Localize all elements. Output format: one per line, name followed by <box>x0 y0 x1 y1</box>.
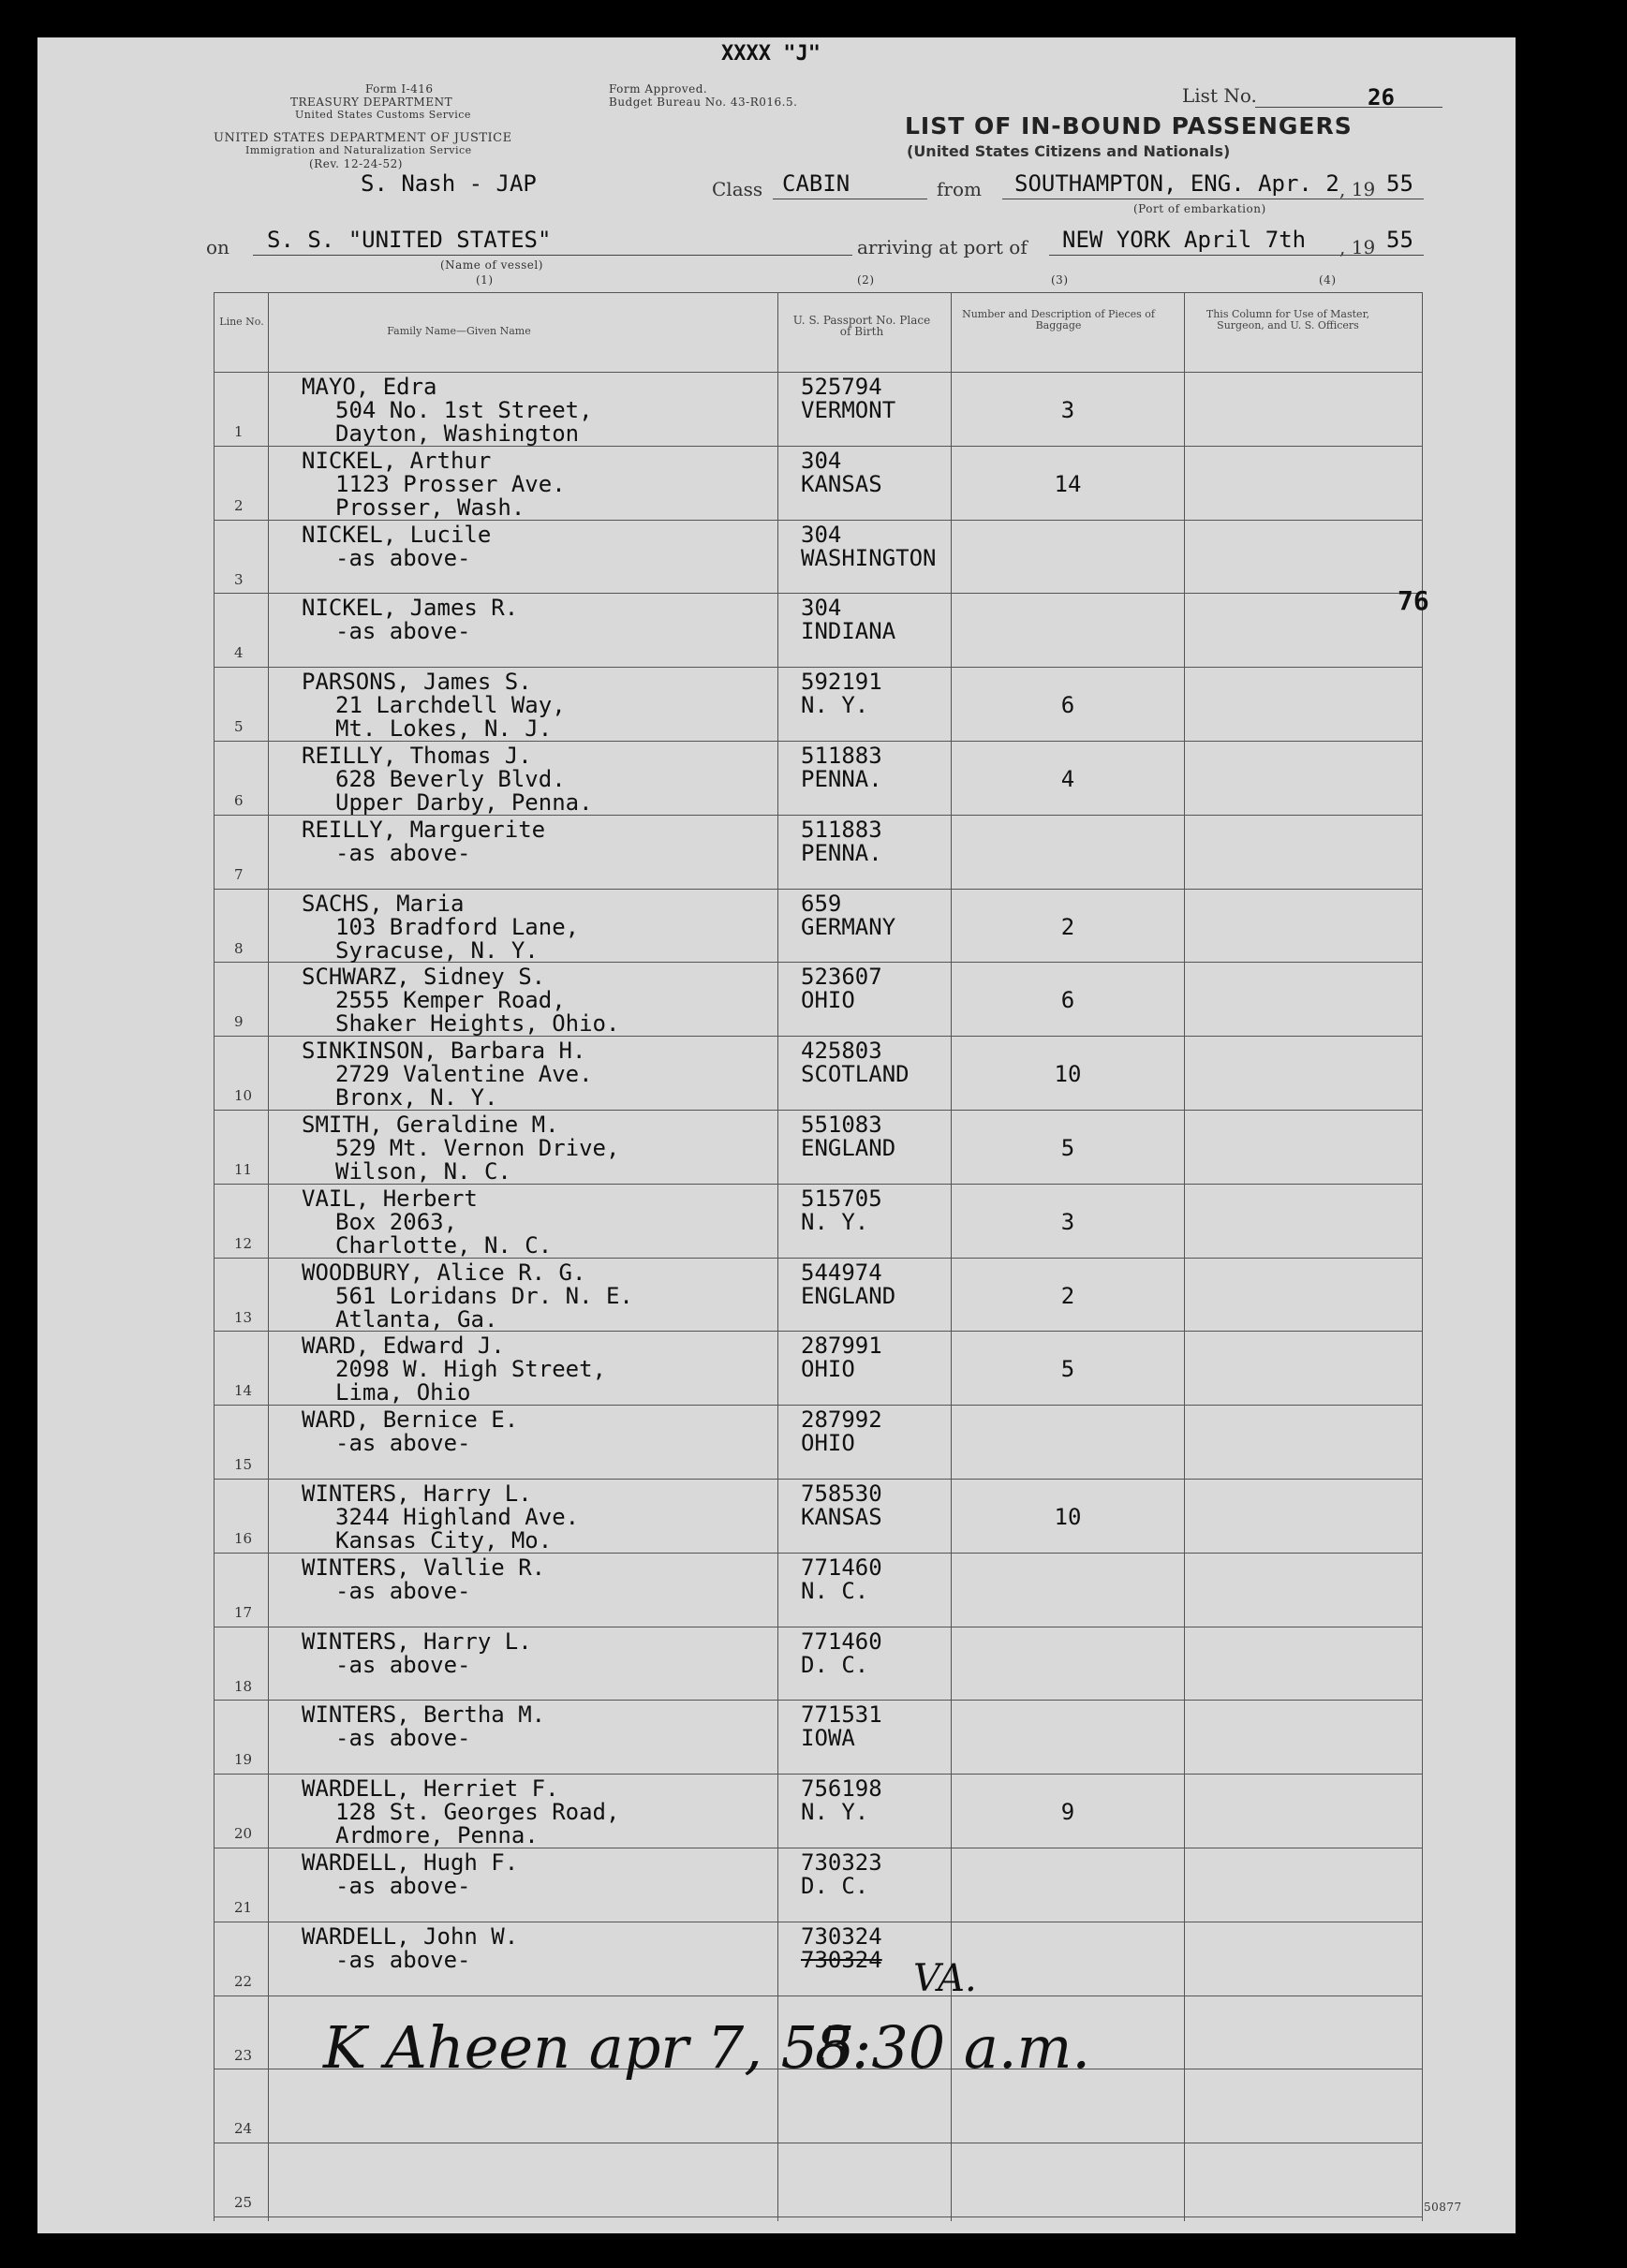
passport-number: 511883 <box>801 743 882 769</box>
passenger-name: WINTERS, Vallie R. <box>302 1554 546 1581</box>
place-of-birth: OHIO <box>801 1356 855 1383</box>
place-of-birth: D. C. <box>801 1651 869 1678</box>
address-line-1: 529 Mt. Vernon Drive, <box>335 1135 620 1161</box>
passport-number: 771531 <box>801 1701 882 1729</box>
address-line-1: 103 Bradford Lane, <box>335 913 580 940</box>
baggage-count: 3 <box>1060 397 1075 423</box>
passenger-name: WOODBURY, Alice R. G. <box>302 1259 586 1286</box>
address-line-1: -as above- <box>335 618 471 645</box>
column-number: (1) <box>476 273 494 287</box>
place-of-birth: PENNA. <box>801 839 882 866</box>
passenger-name: WINTERS, Harry L. <box>302 1480 532 1507</box>
passport-number: 771460 <box>801 1627 882 1655</box>
line-number: 23 <box>234 2046 253 2064</box>
handwritten-time: 8:30 a.m. <box>815 2013 1091 2082</box>
header-baggage: Number and Description of Pieces of Baggage <box>962 308 1155 331</box>
class-label: Class <box>712 178 763 200</box>
passenger-name: SMITH, Geraldine M. <box>302 1112 559 1138</box>
line-number: 19 <box>234 1751 253 1769</box>
port-embarkation-caption: (Port of embarkation) <box>1133 202 1266 215</box>
line-number: 7 <box>234 865 244 883</box>
place-of-birth: N. Y. <box>801 692 869 719</box>
address-line-2: Mt. Lokes, N. J. <box>335 715 553 743</box>
passport-number: 758530 <box>801 1480 882 1507</box>
baggage-count: 4 <box>1060 766 1075 792</box>
address-line-1: -as above- <box>335 1577 471 1604</box>
place-of-birth: D. C. <box>801 1873 869 1899</box>
address-line-1: 21 Larchdell Way, <box>335 692 566 719</box>
passport-number: 287991 <box>801 1333 882 1360</box>
place-of-birth: SCOTLAND <box>801 1061 910 1088</box>
address-line-2: Bronx, N. Y. <box>335 1084 498 1112</box>
baggage-count: 6 <box>1060 692 1075 719</box>
place-of-birth: ENGLAND <box>801 1135 896 1161</box>
line-number: 17 <box>234 1603 253 1621</box>
passenger-name: WARDELL, Hugh F. <box>302 1849 519 1876</box>
passport-number: 304 <box>801 595 842 622</box>
manifest-page <box>37 37 1516 2233</box>
class-value: CABIN <box>782 170 850 197</box>
place-of-birth: 730324 <box>801 1946 882 1973</box>
line-number: 11 <box>234 1161 253 1178</box>
place-of-birth: WASHINGTON <box>801 544 937 571</box>
embarkation-port: SOUTHAMPTON, ENG. Apr. 2 <box>1014 170 1339 197</box>
line-number: 20 <box>234 1825 253 1843</box>
passport-number: 515705 <box>801 1185 882 1212</box>
header-name: Family Name—Given Name <box>387 325 531 337</box>
address-line-2: Kansas City, Mo. <box>335 1527 553 1554</box>
address-line-2: Shaker Heights, Ohio. <box>335 1010 620 1038</box>
passenger-name: SINKINSON, Barbara H. <box>302 1038 586 1065</box>
arrival-year-prefix: , 19 <box>1339 236 1376 258</box>
budget-bureau: Budget Bureau No. 43-R016.5. <box>609 96 798 109</box>
place-of-birth: VERMONT <box>801 397 896 423</box>
footer-code: 50877 <box>1424 2201 1462 2214</box>
page-subtitle: (United States Citizens and Nationals) <box>907 142 1231 160</box>
place-of-birth: KANSAS <box>801 1504 882 1530</box>
customs-service: United States Customs Service <box>295 109 471 121</box>
baggage-count: 6 <box>1060 987 1075 1014</box>
form-approved: Form Approved. <box>609 82 708 96</box>
passport-number: 511883 <box>801 816 882 843</box>
passport-number: 287992 <box>801 1406 882 1434</box>
address-line-1: Box 2063, <box>335 1208 458 1235</box>
list-no-label: List No. <box>1182 84 1257 107</box>
passenger-name: WINTERS, Harry L. <box>302 1627 532 1655</box>
line-number: 16 <box>234 1530 253 1547</box>
address-line-1: 2729 Valentine Ave. <box>335 1061 593 1088</box>
top-code: XXXX "J" <box>721 42 821 66</box>
address-line-2: Prosser, Wash. <box>335 493 525 521</box>
passenger-name: NICKEL, James R. <box>302 595 519 622</box>
passport-number: 425803 <box>801 1038 882 1065</box>
from-year: 55 <box>1386 170 1413 197</box>
passport-number: 730324 <box>801 1922 882 1950</box>
address-line-1: 1123 Prosser Ave. <box>335 470 566 497</box>
place-of-birth: ENGLAND <box>801 1282 896 1309</box>
handwritten-note: VA. <box>913 1957 977 2000</box>
column-number: (3) <box>1051 273 1069 287</box>
line-number: 13 <box>234 1308 253 1326</box>
passport-number: 771460 <box>801 1554 882 1581</box>
line-number: 5 <box>234 718 244 736</box>
arrival-year: 55 <box>1386 227 1413 253</box>
place-of-birth: OHIO <box>801 1430 855 1457</box>
address-line-1: 504 No. 1st Street, <box>335 397 593 423</box>
line-number: 6 <box>234 792 244 809</box>
baggage-count: 5 <box>1060 1356 1075 1383</box>
arriving-label: arriving at port of <box>857 236 1028 258</box>
line-number: 8 <box>234 939 244 957</box>
passenger-name: WINTERS, Bertha M. <box>302 1701 546 1729</box>
passenger-name: WARDELL, Herriet F. <box>302 1775 559 1803</box>
line-number: 12 <box>234 1234 253 1252</box>
vessel-caption: (Name of vessel) <box>440 258 543 272</box>
treasury-department: TREASURY DEPARTMENT <box>290 96 453 109</box>
margin-note: 76 <box>1398 585 1429 616</box>
line-number: 10 <box>234 1087 253 1105</box>
passenger-name: WARD, Bernice E. <box>302 1406 519 1434</box>
address-line-1: -as above- <box>335 1725 471 1752</box>
line-number: 22 <box>234 1972 253 1990</box>
passport-number: 525794 <box>801 374 882 400</box>
passport-number: 659 <box>801 890 842 917</box>
address-line-2: Wilson, N. C. <box>335 1158 511 1185</box>
address-line-1: 628 Beverly Blvd. <box>335 766 566 792</box>
from-label: from <box>937 178 982 200</box>
address-line-1: -as above- <box>335 839 471 866</box>
line-number: 25 <box>234 2194 253 2212</box>
baggage-count: 14 <box>1054 470 1082 497</box>
place-of-birth: KANSAS <box>801 470 882 497</box>
address-line-2: Atlanta, Ga. <box>335 1305 498 1333</box>
passenger-name: REILLY, Thomas J. <box>302 743 532 769</box>
address-line-2: Charlotte, N. C. <box>335 1231 553 1259</box>
place-of-birth: PENNA. <box>801 766 882 792</box>
justice-department: UNITED STATES DEPARTMENT OF JUSTICE <box>214 131 512 145</box>
passport-number: 304 <box>801 521 842 548</box>
immigration-service: Immigration and Naturalization Service <box>245 144 472 156</box>
line-number: 18 <box>234 1677 253 1695</box>
baggage-count: 10 <box>1054 1061 1082 1088</box>
passenger-name: MAYO, Edra <box>302 374 437 400</box>
passenger-name: NICKEL, Lucile <box>302 521 492 548</box>
passport-number: 544974 <box>801 1259 882 1286</box>
passport-number: 551083 <box>801 1112 882 1138</box>
passport-number: 756198 <box>801 1775 882 1803</box>
list-no-value: 26 <box>1368 84 1395 110</box>
page-title: LIST OF IN-BOUND PASSENGERS <box>905 112 1353 140</box>
baggage-count: 2 <box>1060 913 1075 940</box>
place-of-birth: N. Y. <box>801 1799 869 1826</box>
baggage-count: 5 <box>1060 1135 1075 1161</box>
address-line-1: -as above- <box>335 1873 471 1899</box>
place-of-birth: OHIO <box>801 987 855 1014</box>
header-line-no: Line No. <box>219 316 264 328</box>
line-number: 1 <box>234 423 244 440</box>
vessel-name: S. S. "UNITED STATES" <box>267 227 552 253</box>
on-label: on <box>206 236 229 258</box>
passenger-name: PARSONS, James S. <box>302 669 532 696</box>
baggage-count: 2 <box>1060 1282 1075 1309</box>
address-line-2: Lima, Ohio <box>335 1379 471 1406</box>
address-line-2: Dayton, Washington <box>335 420 580 447</box>
passenger-name: NICKEL, Arthur <box>302 447 492 474</box>
line-number: 24 <box>234 2120 253 2138</box>
address-line-1: -as above- <box>335 1430 471 1457</box>
line-number: 3 <box>234 570 244 588</box>
passenger-name: WARD, Edward J. <box>302 1333 505 1360</box>
address-line-2: Syracuse, N. Y. <box>335 936 539 964</box>
passenger-name: SACHS, Maria <box>302 890 465 917</box>
address-line-1: -as above- <box>335 544 471 571</box>
line-number: 21 <box>234 1899 253 1916</box>
line-number: 4 <box>234 644 244 662</box>
passport-number: 592191 <box>801 669 882 696</box>
passport-number: 523607 <box>801 964 882 991</box>
passenger-name: SCHWARZ, Sidney S. <box>302 964 546 991</box>
address-line-2: Upper Darby, Penna. <box>335 789 593 816</box>
baggage-count: 10 <box>1054 1504 1082 1530</box>
column-number: (4) <box>1319 273 1337 287</box>
address-line-1: 2098 W. High Street, <box>335 1356 606 1383</box>
line-number: 2 <box>234 496 244 514</box>
place-of-birth: IOWA <box>801 1725 855 1752</box>
line-number: 14 <box>234 1382 253 1400</box>
passenger-name: REILLY, Marguerite <box>302 816 546 843</box>
place-of-birth: N. C. <box>801 1577 869 1604</box>
baggage-count: 3 <box>1060 1208 1075 1235</box>
column-number: (2) <box>857 273 875 287</box>
arrival-port: NEW YORK April 7th <box>1062 227 1307 253</box>
passenger-name: VAIL, Herbert <box>302 1185 478 1212</box>
passport-number: 730323 <box>801 1849 882 1876</box>
baggage-count: 9 <box>1060 1799 1075 1826</box>
line-number: 15 <box>234 1456 253 1474</box>
passport-number: 304 <box>801 447 842 474</box>
address-line-1: 2555 Kemper Road, <box>335 987 566 1014</box>
address-line-1: -as above- <box>335 1946 471 1973</box>
handwritten-signature: K Aheen apr 7, 55 <box>323 2013 855 2082</box>
revision-date: (Rev. 12-24-52) <box>309 157 403 170</box>
line-number: 9 <box>234 1013 244 1031</box>
address-line-1: 3244 Highland Ave. <box>335 1504 580 1530</box>
form-number: Form I-416 <box>365 82 434 96</box>
place-of-birth: N. Y. <box>801 1208 869 1235</box>
from-year-prefix: , 19 <box>1339 178 1376 200</box>
header-officers: This Column for Use of Master, Surgeon, and U. S. Officers <box>1205 308 1370 331</box>
place-of-birth: GERMANY <box>801 913 896 940</box>
header-passport: U. S. Passport No. Place of Birth <box>792 314 931 338</box>
clerk-initials: S. Nash - JAP <box>361 170 537 197</box>
address-line-1: 128 St. Georges Road, <box>335 1799 620 1826</box>
place-of-birth: INDIANA <box>801 618 896 645</box>
passenger-name: WARDELL, John W. <box>302 1922 519 1950</box>
address-line-2: Ardmore, Penna. <box>335 1822 539 1849</box>
address-line-1: 561 Loridans Dr. N. E. <box>335 1282 633 1309</box>
address-line-1: -as above- <box>335 1651 471 1678</box>
